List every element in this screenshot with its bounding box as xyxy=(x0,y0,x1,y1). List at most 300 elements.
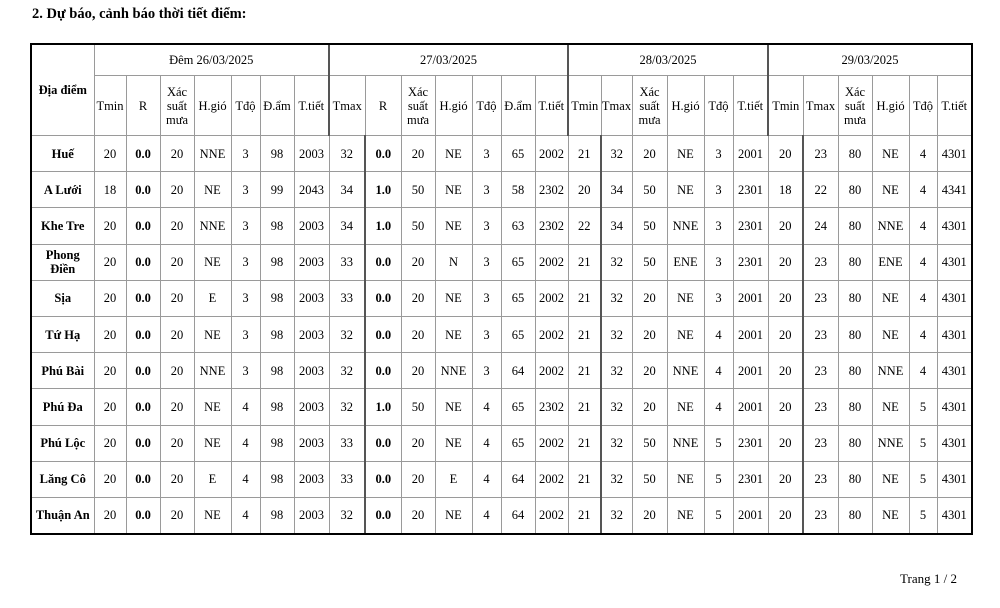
value-cell: 20 xyxy=(768,136,803,172)
value-cell: 0.0 xyxy=(365,353,401,389)
value-cell: 2002 xyxy=(535,244,568,280)
value-cell: 4 xyxy=(704,389,733,425)
value-cell: NE xyxy=(872,280,909,316)
value-cell: 2001 xyxy=(733,389,768,425)
location-cell: Phong Điền xyxy=(31,244,94,280)
value-cell: 23 xyxy=(803,353,838,389)
value-cell: 5 xyxy=(909,461,937,497)
value-cell: 0.0 xyxy=(126,497,160,534)
value-cell: NNE xyxy=(194,353,231,389)
value-cell: 20 xyxy=(768,208,803,244)
value-cell: 50 xyxy=(401,389,435,425)
column-header: R xyxy=(126,76,160,136)
value-cell: 20 xyxy=(632,280,667,316)
value-cell: 3 xyxy=(472,280,501,316)
value-cell: 50 xyxy=(632,208,667,244)
value-cell: 23 xyxy=(803,280,838,316)
value-cell: 98 xyxy=(260,208,294,244)
value-cell: 64 xyxy=(501,353,535,389)
value-cell: 2002 xyxy=(535,425,568,461)
value-cell: 20 xyxy=(401,280,435,316)
value-cell: 32 xyxy=(601,461,632,497)
value-cell: 20 xyxy=(768,497,803,534)
value-cell: 34 xyxy=(601,208,632,244)
value-cell: 4 xyxy=(909,316,937,352)
value-cell: 98 xyxy=(260,389,294,425)
value-cell: 2003 xyxy=(294,316,329,352)
location-cell: Phú Lộc xyxy=(31,425,94,461)
value-cell: 2003 xyxy=(294,389,329,425)
value-cell: 65 xyxy=(501,316,535,352)
value-cell: NE xyxy=(872,497,909,534)
value-cell: 2003 xyxy=(294,244,329,280)
value-cell: 0.0 xyxy=(126,389,160,425)
value-cell: 20 xyxy=(401,497,435,534)
value-cell: 64 xyxy=(501,461,535,497)
value-cell: NE xyxy=(435,208,472,244)
value-cell: 2301 xyxy=(733,425,768,461)
value-cell: 20 xyxy=(768,316,803,352)
value-cell: 20 xyxy=(160,136,194,172)
value-cell: NE xyxy=(872,389,909,425)
value-cell: 4 xyxy=(472,425,501,461)
value-cell: 4301 xyxy=(937,244,972,280)
value-cell: NE xyxy=(435,389,472,425)
value-cell: 0.0 xyxy=(126,425,160,461)
value-cell: 20 xyxy=(401,316,435,352)
value-cell: NE xyxy=(435,172,472,208)
column-header: Đ.ẩm xyxy=(501,76,535,136)
value-cell: 21 xyxy=(568,244,601,280)
value-cell: 3 xyxy=(472,208,501,244)
table-row xyxy=(31,497,972,534)
value-cell: 3 xyxy=(704,136,733,172)
column-header: Xác suất mưa xyxy=(160,76,194,136)
value-cell: 5 xyxy=(909,389,937,425)
value-cell: 4 xyxy=(909,136,937,172)
value-cell: 4 xyxy=(704,353,733,389)
value-cell: NE xyxy=(194,497,231,534)
value-cell: 0.0 xyxy=(365,461,401,497)
value-cell: 80 xyxy=(838,389,872,425)
value-cell: 5 xyxy=(909,425,937,461)
value-cell: 20 xyxy=(768,280,803,316)
value-cell: 32 xyxy=(329,497,365,534)
location-cell: Phú Đa xyxy=(31,389,94,425)
value-cell: 2301 xyxy=(733,461,768,497)
value-cell: NE xyxy=(667,497,704,534)
value-cell: 22 xyxy=(803,172,838,208)
value-cell: 1.0 xyxy=(365,208,401,244)
value-cell: N xyxy=(435,244,472,280)
value-cell: 98 xyxy=(260,461,294,497)
value-cell: 32 xyxy=(601,353,632,389)
value-cell: 20 xyxy=(401,425,435,461)
value-cell: 20 xyxy=(94,280,126,316)
value-cell: NE xyxy=(872,136,909,172)
value-cell: 2003 xyxy=(294,136,329,172)
value-cell: 0.0 xyxy=(126,244,160,280)
value-cell: 80 xyxy=(838,316,872,352)
value-cell: NE xyxy=(194,244,231,280)
value-cell: NNE xyxy=(667,208,704,244)
value-cell: 3 xyxy=(231,280,260,316)
value-cell: 20 xyxy=(160,316,194,352)
value-cell: 21 xyxy=(568,353,601,389)
value-cell: 80 xyxy=(838,280,872,316)
value-cell: 65 xyxy=(501,244,535,280)
value-cell: 0.0 xyxy=(126,172,160,208)
table-row xyxy=(31,244,972,280)
value-cell: 2002 xyxy=(535,353,568,389)
column-header: Tmax xyxy=(601,76,632,136)
value-cell: 20 xyxy=(632,316,667,352)
value-cell: NNE xyxy=(667,353,704,389)
value-cell: 32 xyxy=(601,425,632,461)
value-cell: 2002 xyxy=(535,136,568,172)
value-cell: NE xyxy=(667,389,704,425)
value-cell: 22 xyxy=(568,208,601,244)
value-cell: 80 xyxy=(838,136,872,172)
value-cell: 32 xyxy=(601,497,632,534)
value-cell: 4 xyxy=(472,497,501,534)
value-cell: 2003 xyxy=(294,280,329,316)
value-cell: NNE xyxy=(872,208,909,244)
column-header: Xác suất mưa xyxy=(838,76,872,136)
value-cell: 21 xyxy=(568,136,601,172)
value-cell: NE xyxy=(667,280,704,316)
value-cell: NE xyxy=(667,461,704,497)
column-header: H.gió xyxy=(872,76,909,136)
value-cell: 0.0 xyxy=(126,280,160,316)
value-cell: 21 xyxy=(568,461,601,497)
value-cell: 0.0 xyxy=(126,136,160,172)
column-header: H.gió xyxy=(435,76,472,136)
value-cell: 4 xyxy=(909,280,937,316)
value-cell: 2002 xyxy=(535,497,568,534)
value-cell: 98 xyxy=(260,353,294,389)
value-cell: 65 xyxy=(501,136,535,172)
value-cell: 21 xyxy=(568,425,601,461)
value-cell: 20 xyxy=(768,244,803,280)
value-cell: 20 xyxy=(160,244,194,280)
location-cell: Huế xyxy=(31,136,94,172)
column-header: T.tiết xyxy=(937,76,972,136)
value-cell: 80 xyxy=(838,244,872,280)
value-cell: 3 xyxy=(231,136,260,172)
value-cell: 20 xyxy=(160,425,194,461)
table-row xyxy=(31,172,972,208)
value-cell: 18 xyxy=(94,172,126,208)
value-cell: 80 xyxy=(838,208,872,244)
day-header: 28/03/2025 xyxy=(568,44,768,76)
value-cell: 33 xyxy=(329,280,365,316)
value-cell: NE xyxy=(667,136,704,172)
value-cell: 23 xyxy=(803,136,838,172)
location-column-header: Địa điểm xyxy=(31,44,94,136)
value-cell: 20 xyxy=(632,136,667,172)
value-cell: 2001 xyxy=(733,136,768,172)
value-cell: 20 xyxy=(160,461,194,497)
value-cell: 4301 xyxy=(937,353,972,389)
table-row xyxy=(31,389,972,425)
value-cell: 4 xyxy=(231,425,260,461)
value-cell: ENE xyxy=(872,244,909,280)
location-cell: Khe Tre xyxy=(31,208,94,244)
value-cell: 1.0 xyxy=(365,389,401,425)
value-cell: 50 xyxy=(632,172,667,208)
day-header: Đêm 26/03/2025 xyxy=(94,44,329,76)
value-cell: 64 xyxy=(501,497,535,534)
value-cell: 20 xyxy=(160,172,194,208)
value-cell: 2002 xyxy=(535,280,568,316)
value-cell: 98 xyxy=(260,136,294,172)
value-cell: 65 xyxy=(501,280,535,316)
value-cell: 5 xyxy=(704,497,733,534)
value-cell: 2003 xyxy=(294,208,329,244)
value-cell: NNE xyxy=(667,425,704,461)
value-cell: NNE xyxy=(872,425,909,461)
value-cell: 32 xyxy=(601,316,632,352)
value-cell: 20 xyxy=(94,425,126,461)
value-cell: 3 xyxy=(704,172,733,208)
table-row xyxy=(31,136,972,172)
value-cell: NE xyxy=(872,316,909,352)
value-cell: 20 xyxy=(160,389,194,425)
value-cell: NNE xyxy=(194,136,231,172)
value-cell: 24 xyxy=(803,208,838,244)
value-cell: 34 xyxy=(601,172,632,208)
value-cell: 32 xyxy=(329,316,365,352)
value-cell: 0.0 xyxy=(365,316,401,352)
column-header: T.tiết xyxy=(294,76,329,136)
column-header: Tđộ xyxy=(909,76,937,136)
value-cell: 23 xyxy=(803,389,838,425)
column-header-row xyxy=(31,76,972,136)
location-cell: Sịa xyxy=(31,280,94,316)
value-cell: 33 xyxy=(329,244,365,280)
value-cell: 0.0 xyxy=(126,316,160,352)
value-cell: 98 xyxy=(260,425,294,461)
value-cell: ENE xyxy=(667,244,704,280)
value-cell: 20 xyxy=(160,280,194,316)
table-row xyxy=(31,208,972,244)
value-cell: 20 xyxy=(94,389,126,425)
value-cell: NE xyxy=(194,389,231,425)
value-cell: 4301 xyxy=(937,461,972,497)
value-cell: 3 xyxy=(231,316,260,352)
value-cell: 20 xyxy=(401,353,435,389)
value-cell: NE xyxy=(667,316,704,352)
value-cell: NE xyxy=(667,172,704,208)
value-cell: 32 xyxy=(329,389,365,425)
value-cell: 4301 xyxy=(937,425,972,461)
value-cell: 4301 xyxy=(937,280,972,316)
value-cell: 2003 xyxy=(294,497,329,534)
column-header: Xác suất mưa xyxy=(632,76,667,136)
value-cell: 20 xyxy=(94,316,126,352)
value-cell: 32 xyxy=(329,136,365,172)
value-cell: 3 xyxy=(472,316,501,352)
value-cell: 2002 xyxy=(535,316,568,352)
value-cell: 3 xyxy=(231,244,260,280)
value-cell: NE xyxy=(435,280,472,316)
value-cell: 50 xyxy=(632,244,667,280)
value-cell: E xyxy=(194,461,231,497)
value-cell: 20 xyxy=(768,353,803,389)
value-cell: 3 xyxy=(231,172,260,208)
value-cell: 20 xyxy=(160,353,194,389)
value-cell: 2002 xyxy=(535,461,568,497)
column-header: H.gió xyxy=(194,76,231,136)
column-header: R xyxy=(365,76,401,136)
value-cell: 2043 xyxy=(294,172,329,208)
value-cell: 23 xyxy=(803,316,838,352)
value-cell: 2001 xyxy=(733,353,768,389)
value-cell: 4301 xyxy=(937,497,972,534)
value-cell: 20 xyxy=(768,425,803,461)
value-cell: 65 xyxy=(501,389,535,425)
value-cell: 20 xyxy=(94,136,126,172)
value-cell: 80 xyxy=(838,461,872,497)
value-cell: 32 xyxy=(329,353,365,389)
value-cell: 20 xyxy=(401,244,435,280)
value-cell: 50 xyxy=(401,172,435,208)
column-header: T.tiết xyxy=(733,76,768,136)
value-cell: 4301 xyxy=(937,316,972,352)
value-cell: 0.0 xyxy=(365,244,401,280)
column-header: Xác suất mưa xyxy=(401,76,435,136)
value-cell: 98 xyxy=(260,244,294,280)
value-cell: NE xyxy=(194,316,231,352)
value-cell: NNE xyxy=(194,208,231,244)
value-cell: 2302 xyxy=(535,208,568,244)
value-cell: 63 xyxy=(501,208,535,244)
value-cell: 4 xyxy=(704,316,733,352)
value-cell: 32 xyxy=(601,136,632,172)
value-cell: NE xyxy=(435,425,472,461)
value-cell: 20 xyxy=(94,461,126,497)
value-cell: 4341 xyxy=(937,172,972,208)
value-cell: 4 xyxy=(909,244,937,280)
value-cell: 2302 xyxy=(535,389,568,425)
value-cell: 4 xyxy=(231,461,260,497)
value-cell: 2001 xyxy=(733,280,768,316)
page-number: Trang 1 / 2 xyxy=(900,571,957,586)
location-cell: Tứ Hạ xyxy=(31,316,94,352)
value-cell: 20 xyxy=(568,172,601,208)
value-cell: 23 xyxy=(803,497,838,534)
value-cell: 2001 xyxy=(733,497,768,534)
value-cell: 4 xyxy=(472,389,501,425)
value-cell: 4 xyxy=(231,389,260,425)
value-cell: 18 xyxy=(768,172,803,208)
value-cell: 4301 xyxy=(937,136,972,172)
value-cell: NE xyxy=(435,136,472,172)
value-cell: 32 xyxy=(601,389,632,425)
value-cell: 3 xyxy=(704,244,733,280)
value-cell: 20 xyxy=(632,353,667,389)
value-cell: NE xyxy=(872,461,909,497)
value-cell: 50 xyxy=(632,425,667,461)
value-cell: 2301 xyxy=(733,208,768,244)
value-cell: 98 xyxy=(260,316,294,352)
column-header: Đ.ẩm xyxy=(260,76,294,136)
value-cell: 20 xyxy=(768,461,803,497)
section-heading: 2. Dự báo, cảnh báo thời tiết điểm: xyxy=(32,6,247,22)
value-cell: 80 xyxy=(838,497,872,534)
value-cell: 50 xyxy=(632,461,667,497)
value-cell: 20 xyxy=(94,208,126,244)
value-cell: 0.0 xyxy=(126,208,160,244)
value-cell: 23 xyxy=(803,461,838,497)
table-row xyxy=(31,280,972,316)
value-cell: 20 xyxy=(401,461,435,497)
column-header: T.tiết xyxy=(535,76,568,136)
value-cell: 80 xyxy=(838,172,872,208)
value-cell: 20 xyxy=(401,136,435,172)
table-row xyxy=(31,461,972,497)
value-cell: NNE xyxy=(435,353,472,389)
forecast-table xyxy=(30,43,973,535)
value-cell: 20 xyxy=(94,244,126,280)
column-header: Tmax xyxy=(803,76,838,136)
value-cell: NE xyxy=(435,316,472,352)
value-cell: 3 xyxy=(704,208,733,244)
value-cell: 23 xyxy=(803,425,838,461)
value-cell: 50 xyxy=(401,208,435,244)
forecast-body xyxy=(31,136,972,535)
value-cell: 3 xyxy=(472,172,501,208)
value-cell: 21 xyxy=(568,316,601,352)
column-header: Tmin xyxy=(768,76,803,136)
value-cell: 32 xyxy=(601,280,632,316)
date-header-row xyxy=(31,44,972,76)
value-cell: 99 xyxy=(260,172,294,208)
value-cell: 2301 xyxy=(733,172,768,208)
column-header: Tđộ xyxy=(231,76,260,136)
value-cell: 98 xyxy=(260,280,294,316)
table-row xyxy=(31,425,972,461)
value-cell: 3 xyxy=(231,208,260,244)
value-cell: 0.0 xyxy=(365,497,401,534)
value-cell: 20 xyxy=(94,497,126,534)
value-cell: 4 xyxy=(909,172,937,208)
value-cell: 20 xyxy=(632,497,667,534)
value-cell: 23 xyxy=(803,244,838,280)
value-cell: 33 xyxy=(329,461,365,497)
value-cell: 20 xyxy=(160,497,194,534)
value-cell: 21 xyxy=(568,497,601,534)
value-cell: 32 xyxy=(601,244,632,280)
value-cell: NE xyxy=(872,172,909,208)
value-cell: 34 xyxy=(329,208,365,244)
value-cell: 21 xyxy=(568,280,601,316)
value-cell: 20 xyxy=(768,389,803,425)
location-cell: A Lưới xyxy=(31,172,94,208)
column-header: Tđộ xyxy=(704,76,733,136)
value-cell: 20 xyxy=(632,389,667,425)
column-header: Tmin xyxy=(94,76,126,136)
value-cell: 3 xyxy=(231,353,260,389)
value-cell: 20 xyxy=(94,353,126,389)
value-cell: 3 xyxy=(704,280,733,316)
value-cell: 2001 xyxy=(733,316,768,352)
value-cell: 33 xyxy=(329,425,365,461)
value-cell: 0.0 xyxy=(365,425,401,461)
value-cell: 0.0 xyxy=(365,136,401,172)
column-header: Tmin xyxy=(568,76,601,136)
